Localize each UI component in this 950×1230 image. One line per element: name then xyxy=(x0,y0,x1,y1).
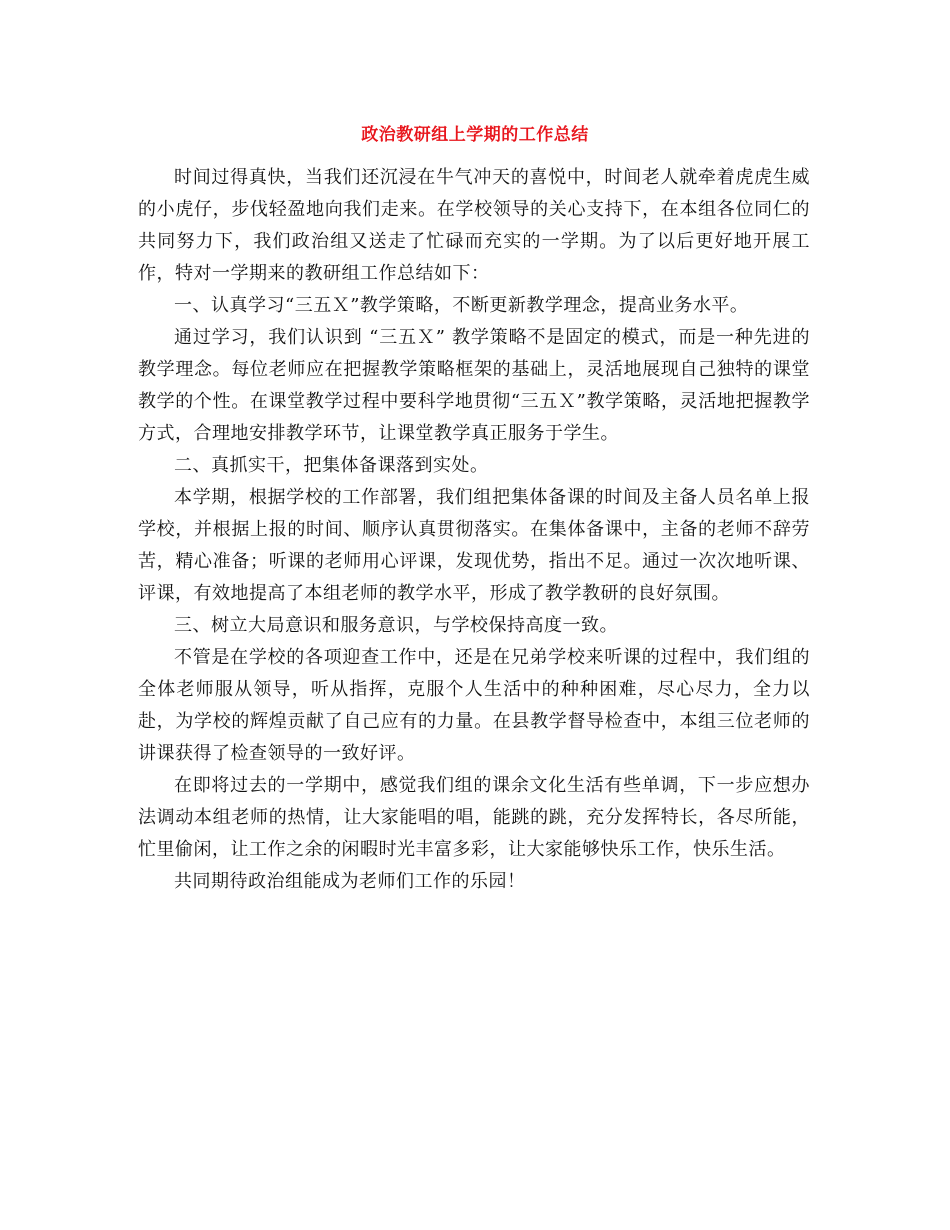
paragraph-intro: 时间过得真快，当我们还沉浸在牛气冲天的喜悦中，时间老人就牵着虎虎生威的小虎仔，步伐轻盈地向我们走来。在学校领导的关心支持下，在本组各位同仁的共同努力下，我们政治组又送走了忙碌而充实的一学期。为了以后更好地开展工作，特对一学期来的教研组工作总结如下： xyxy=(138,167,810,284)
paragraph-outlook: 在即将过去的一学期中，感觉我们组的课余文化生活有些单调，下一步应想办法调动本组老师的热情，让大家能唱的唱，能跳的跳，充分发挥特长，各尽所能，忙里偷闲，让工作之余的闲暇时光丰富多彩，让大家能够快乐工作，快乐生活。 xyxy=(138,775,810,860)
paragraph-section-1: 通过学习，我们认识到 “三五Ｘ” 教学策略不是固定的模式，而是一种先进的教学理念。每位老师应在把握教学策略框架的基础上，灵活地展现自己独特的课堂教学的个性。在课堂教学过程中要科学地贯彻“三五Ｘ”教学策略，灵活地把握教学方式，合理地安排教学环节，让课堂教学真正服务于学生。 xyxy=(138,327,810,444)
paragraph-section-2: 本学期，根据学校的工作部署，我们组把集体备课的时间及主备人员名单上报学校，并根据上报的时间、顺序认真贯彻落实。在集体备课中，主备的老师不辞劳苦，精心准备；听课的老师用心评课，发现优势，指出不足。通过一次次地听课、评课，有效地提高了本组老师的教学水平，形成了教学教研的良好氛围。 xyxy=(138,487,810,604)
section-heading-1: 一、认真学习“三五Ｘ”教学策略，不断更新教学理念，提高业务水平。 xyxy=(174,295,749,316)
section-heading-2: 二、真抓实干，把集体备课落到实处。 xyxy=(174,455,489,476)
paragraph-section-3: 不管是在学校的各项迎查工作中，还是在兄弟学校来听课的过程中，我们组的全体老师服从领导，听从指挥，克服个人生活中的种种困难，尽心尽力，全力以赴，为学校的辉煌贡献了自己应有的力量。在县教学督导检查中，本组三位老师的讲课获得了检查领导的一致好评。 xyxy=(138,647,810,764)
section-heading-3: 三、树立大局意识和服务意识，与学校保持高度一致。 xyxy=(174,615,618,636)
paragraph-closing: 共同期待政治组能成为老师们工作的乐园！ xyxy=(174,871,526,892)
document-body xyxy=(138,162,810,898)
document-title: 政治教研组上学期的工作总结 xyxy=(361,125,589,145)
